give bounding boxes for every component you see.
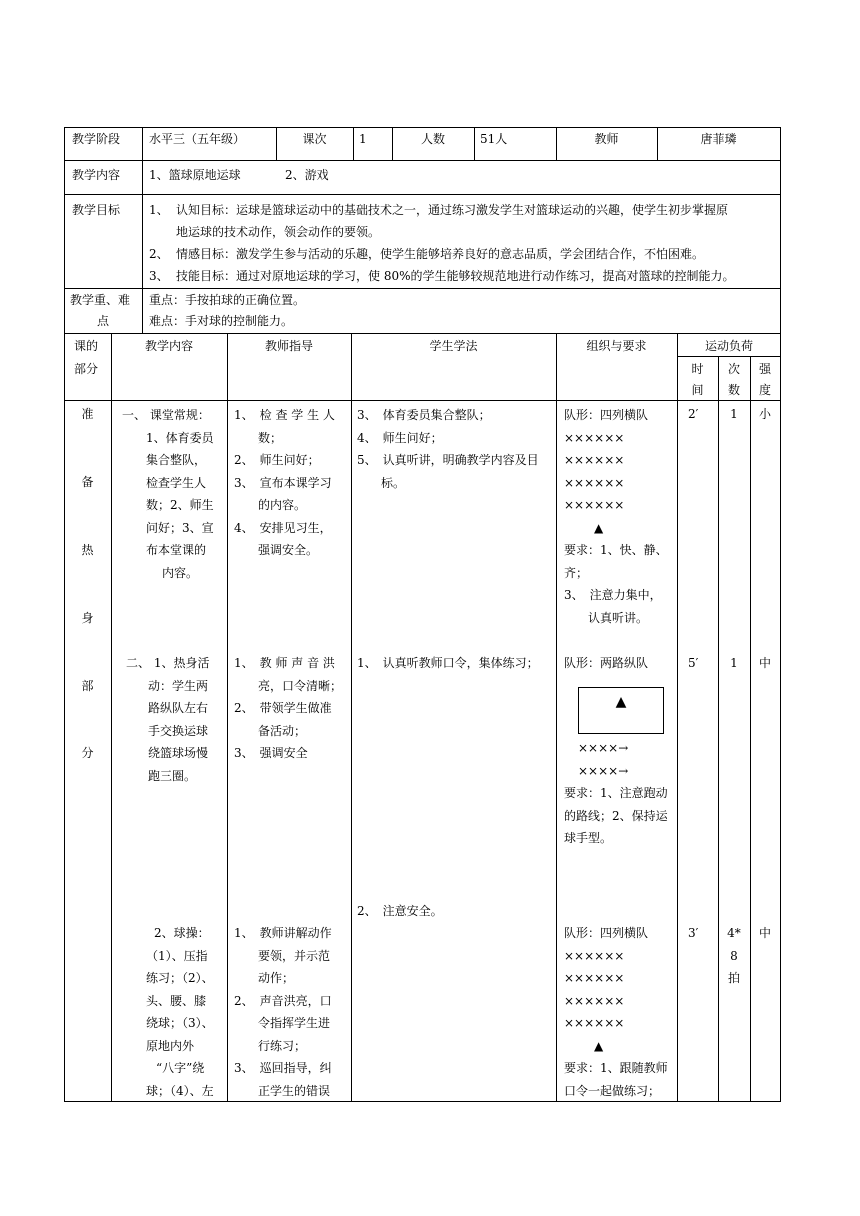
row3-time: 3′ (688, 926, 699, 940)
teacher-triangle-icon: ▲ (615, 694, 627, 710)
lesson-no-label: 课次 (302, 132, 327, 146)
col-content: 教学内容 (144, 339, 193, 353)
row2-org-line: 的路线；2、保持运 (564, 808, 668, 823)
goal-3-number: 3、 (149, 269, 169, 283)
col-intensity-1: 强 (758, 362, 771, 376)
goal-1-line-1: 认知目标：运球是篮球运动中的基础技术之一，通过练习激发学生对篮球运动的兴趣，使学生初步掌握原 (176, 203, 729, 217)
row1-student-line: 4、 师生问好； (357, 430, 443, 445)
content-item-1: 1、篮球原地运球 (149, 168, 241, 182)
difficulty-point: 难点：手对球的控制能力。 (149, 314, 294, 328)
row1-org (564, 404, 676, 629)
col-part-2: 部分 (74, 362, 99, 376)
lesson-no-value: 1 (359, 132, 367, 146)
content-label: 教学内容 (72, 168, 121, 182)
count-value: 51人 (480, 132, 508, 146)
row2-content-line: 路纵队左右 (148, 701, 209, 715)
row1-teacher-line: 4、 安排见习生， (234, 520, 332, 535)
row2-teacher (234, 652, 350, 765)
row2-intensity: 中 (758, 656, 771, 670)
row2-org-line: 要求：1、注意跑动 (564, 786, 668, 800)
row3-teacher-line: 令指挥学生进 (234, 1016, 331, 1030)
row2-content-line: 绕篮球场慢 (148, 746, 209, 760)
row1-teacher-line: 数； (234, 430, 283, 445)
row3-content-line: 球；（4）、左 (146, 1083, 214, 1098)
court-rectangle (578, 687, 664, 734)
row2-org (564, 737, 676, 850)
row3-teacher (234, 922, 350, 1102)
count-label: 人数 (420, 132, 445, 146)
row1-org-line: 要求：1、快、静、 (564, 543, 668, 557)
row1-content-line: 检查学生人 (146, 475, 207, 490)
col-intensity-2: 度 (758, 383, 771, 397)
row1-content-line: 一、 课堂常规： (122, 408, 210, 422)
row2-teacher-line: 3、 强调安全 (234, 746, 308, 760)
row2-content-line: 二、 1、热身活 (126, 656, 210, 670)
part-char-4: 身 (81, 611, 94, 625)
row1-formation-row: ×××××× (564, 498, 625, 512)
row2-teacher-line: 2、 带领学生做准 (234, 701, 332, 715)
row3-formation-row: ×××××× (564, 948, 625, 963)
row1-intensity: 小 (758, 407, 771, 421)
row1-org-line: 队形：四列横队 (564, 408, 649, 422)
row1-formation-row: ×××××× (564, 453, 625, 467)
row3-org-line: 口令一起做练习； (564, 1083, 661, 1098)
row3-content-line: “八字”绕 (156, 1061, 205, 1075)
row1-time: 2′ (688, 407, 699, 421)
row2-content-line: 跑三圈。 (148, 768, 197, 783)
row1-content-line: 1、体育委员 (146, 430, 214, 445)
teacher-triangle-icon: ▲ (594, 1038, 604, 1053)
row3-content-line: 绕球；（3）、 (146, 1016, 214, 1030)
row3-content-line: 头、腰、膝 (146, 993, 207, 1008)
teacher-triangle-icon: ▲ (594, 520, 604, 535)
row1-student-line: 3、 体育委员集合整队； (357, 408, 491, 422)
row3-count-line: 拍 (727, 971, 740, 985)
row1-content-line: 内容。 (162, 565, 199, 580)
row3-teacher-line: 动作； (234, 971, 295, 985)
goal-1-number: 1、 (149, 203, 169, 217)
row2-content-line: 手交换运球 (148, 723, 209, 738)
row3-teacher-line: 2、 声音洪亮，口 (234, 993, 332, 1008)
col-time-2: 间 (691, 383, 704, 397)
key-points-label-1: 教学重、难 (70, 293, 131, 307)
row1-content-line: 集合整队， (146, 453, 207, 467)
row1-count: 1 (730, 407, 738, 421)
row1-formation-row: ×××××× (564, 475, 625, 490)
col-count-2: 数 (727, 383, 740, 397)
row2-org-title: 队形：两路纵队 (564, 656, 649, 670)
row1-teacher (234, 404, 350, 562)
row1-formation-row: ×××××× (564, 430, 625, 445)
row1-teacher-line: 1、 检 查 学 生 人 (234, 408, 335, 422)
key-points-label-2: 点 (96, 314, 109, 328)
row1-teacher-line: 的内容。 (234, 498, 307, 512)
row1-teacher-line: 2、 师生问好； (234, 453, 320, 467)
row2-content (118, 652, 224, 787)
row1-student (357, 404, 553, 494)
row2-formation-row: ××××→ (578, 763, 629, 778)
row3-content-line: 2、球操： (154, 926, 210, 940)
row1-teacher-line: 3、 宣布本课学习 (234, 475, 332, 490)
col-load: 运动负荷 (704, 339, 753, 353)
row1-org-line: 齐； (564, 565, 589, 580)
teacher-value: 唐菲璘 (700, 132, 737, 146)
row3-formation-row: ×××××× (564, 1016, 625, 1030)
teacher-label: 教师 (594, 132, 619, 146)
row3-count-line: 4* (727, 926, 741, 940)
col-count-1: 次 (727, 362, 740, 376)
row3-org (564, 922, 676, 1102)
row3-intensity: 中 (758, 926, 771, 940)
row3-content-line: （1）、压指 (146, 948, 208, 963)
part-char-5: 部 (81, 679, 94, 693)
row3-teacher-line: 1、 教师讲解动作 (234, 926, 332, 940)
row1-student-line: 标。 (357, 475, 406, 490)
col-student: 学生学法 (429, 339, 478, 353)
row1-content-line: 布本堂课的 (146, 543, 207, 557)
goal-2-number: 2、 (149, 247, 169, 261)
row2-student (357, 652, 553, 675)
row3-teacher-line: 要领，并示范 (234, 948, 331, 963)
row3-content (118, 922, 224, 1102)
key-point: 重点：手按拍球的正确位置。 (149, 293, 306, 307)
row2-count: 1 (730, 656, 738, 670)
goal-3-text: 技能目标：通过对原地运球的学习，使 80%的学生能够较规范地进行动作练习，提高对篮球的控制能力。 (176, 269, 735, 283)
col-time-1: 时 (691, 362, 704, 376)
goals-label: 教学目标 (72, 203, 121, 217)
row3-teacher-line: 3、 巡回指导，纠 (234, 1061, 332, 1075)
row3-teacher-line: 正学生的错误 (234, 1083, 331, 1098)
row1-teacher-line: 强调安全。 (234, 543, 319, 557)
row3-org-line: 队形：四列横队 (564, 926, 649, 940)
part-char-6: 分 (81, 746, 94, 760)
content-item-2: 2、游戏 (285, 168, 329, 182)
row3-formation-row: ×××××× (564, 971, 625, 985)
part-char-2: 备 (81, 475, 94, 489)
part-char-3: 热 (81, 543, 94, 557)
row2-student-line-2: 2、 注意安全。 (357, 904, 443, 918)
row1-student-line: 5、 认真听讲，明确教学内容及目 (357, 453, 539, 467)
row2-time: 5′ (688, 656, 699, 670)
row1-content-line: 问好；3、宣 (146, 520, 214, 535)
row2-student-line: 1、 认真听教师口令，集体练习； (357, 656, 539, 670)
row3-count-line: 8 (730, 948, 738, 963)
goal-2-text: 情感目标：激发学生参与活动的乐趣，使学生能够培养良好的意志品质，学会团结合作，不怕困难。 (176, 247, 705, 261)
col-part-1: 课的 (74, 339, 99, 353)
goal-1-line-2: 地运球的技术动作，领会动作的要领。 (176, 225, 381, 239)
row2-content-line: 动：学生两 (148, 678, 209, 693)
row3-count (718, 922, 750, 990)
row2-formation-row: ××××→ (578, 741, 629, 755)
row1-content (118, 404, 224, 584)
row2-teacher-line: 备活动； (234, 723, 307, 738)
row1-org-line: 认真听讲。 (564, 610, 649, 625)
row3-org-line: 要求：1、跟随教师 (564, 1061, 668, 1075)
row3-content-line: 原地内外 (146, 1038, 195, 1053)
col-org: 组织与要求 (586, 339, 647, 353)
row3-formation-row: ×××××× (564, 993, 625, 1008)
row2-teacher-line: 亮，口令清晰； (234, 678, 343, 693)
row1-org-line: 3、 注意力集中， (564, 588, 662, 602)
row2-org-line: 球手型。 (564, 831, 613, 845)
col-teacher: 教师指导 (264, 339, 313, 353)
part-char-1: 准 (81, 407, 94, 421)
row3-content-line: 练习；（2）、 (146, 971, 214, 985)
row3-teacher-line: 行练习； (234, 1038, 307, 1053)
stage-label: 教学阶段 (72, 132, 121, 146)
row2-teacher-line: 1、 教 师 声 音 洪 (234, 656, 335, 670)
row1-content-line: 数；2、师生 (146, 498, 214, 512)
stage-value: 水平三（五年级） (149, 132, 246, 146)
